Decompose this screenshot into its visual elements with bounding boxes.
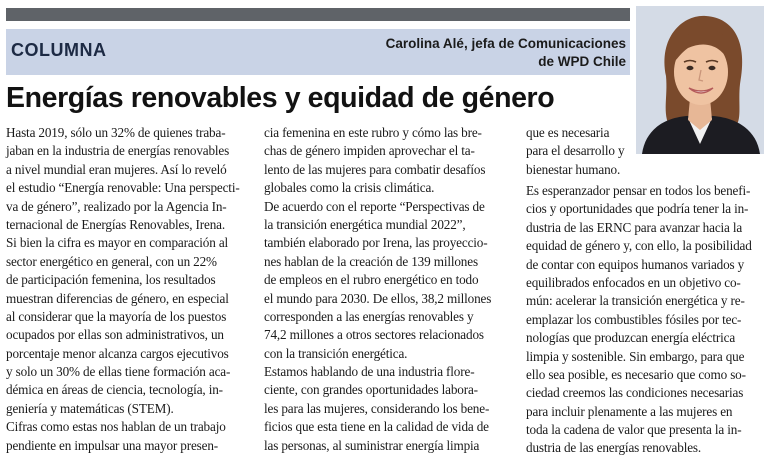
text-line: de participación femenina, los resultados: [6, 272, 216, 288]
text-line: cia femenina en este rubro y cómo las bre-: [264, 125, 482, 140]
text-line: con la transición energética.: [264, 345, 408, 361]
text-line: y solo un 30% de ellas tiene formación aca-: [6, 364, 231, 380]
text-line: a nivel mundial eran mujeres. Así lo reveló: [6, 161, 227, 177]
article-column-2: [264, 124, 514, 455]
text-line: de empleos en el rubro energético en todo: [264, 272, 479, 288]
text-line: la transición energética mundial 2022”,: [264, 216, 466, 232]
text-line: para incluir plenamente a las mujeres en: [526, 403, 733, 419]
text-line: corresponden a las energías renovables y: [264, 308, 474, 324]
author-byline: [266, 35, 626, 71]
text-line: Hasta 2019, sólo un 32% de quienes traba-: [6, 125, 226, 140]
text-line: jaban en la industria de energías renovables: [6, 143, 230, 159]
text-line: al considerar que la mayoría de los puestos: [6, 308, 227, 324]
top-rule: [6, 8, 630, 21]
text-line: ternacional de Energías Renovables, Irena.: [6, 216, 226, 232]
text-line: de contar con equipos humanos variados y: [526, 256, 745, 272]
text-line: emplazar los combustibles fósiles por tec-: [526, 311, 742, 327]
text-line: mún: acelerar la transición energética y re-: [526, 293, 745, 309]
text-line: que es necesaria: [526, 125, 610, 140]
text-line: sector energético en general, con un 22%: [6, 253, 217, 269]
article-column-1: [6, 124, 256, 455]
text-line: muestran diferencias de género, en especial: [6, 290, 229, 306]
text-line: globales como la crisis climática.: [264, 180, 435, 196]
text-line: démica en áreas de ciencia, tecnología, in-: [6, 382, 223, 398]
text-line: pendiente en impulsar una mayor presen-: [6, 437, 219, 453]
text-line: equilibrados enfocados en un objetivo co-: [526, 274, 741, 290]
text-line: toda la cadena de valor que presenta la in-: [526, 422, 742, 438]
text-line: porcentaje menor alcanza cargos ejecutivos: [6, 345, 229, 361]
article-column-3-top: [526, 124, 636, 179]
text-line: De acuerdo con el reporte “Perspectivas de: [264, 198, 485, 214]
text-line: dustria de las ERNC para avanzar hacia la: [526, 219, 743, 235]
text-line: el estudio “Energía renovable: Una perspecti-: [6, 180, 240, 196]
text-line: el mundo para 2030. De ellos, 38,2 millones: [264, 290, 492, 306]
section-label: COLUMNA: [11, 40, 107, 60]
text-line: también elaborado por Irena, las proyeccio-: [264, 235, 488, 251]
author-company-line: de WPD Chile: [538, 54, 626, 69]
text-line: lento de las mujeres para combatir desafíos: [264, 161, 486, 177]
article-column-3: [526, 182, 766, 458]
text-line: nes hablan de la creación de 139 millones: [264, 253, 478, 269]
text-line: dustria de las energías renovables.: [526, 440, 702, 456]
text-line: Si bien la cifra es mayor en comparación al: [6, 235, 229, 251]
text-line: bienestar humano.: [526, 161, 621, 177]
text-line: ello sea posible, es necesario que como so-: [526, 366, 746, 382]
text-line: ciedad creemos las condiciones necesarias: [526, 385, 744, 401]
text-line: Es esperanzador pensar en todos los benefi-: [526, 183, 751, 198]
text-line: 74,2 millones a otros sectores relacionados: [264, 327, 484, 343]
text-line: ciente, con grandes oportunidades labora-: [264, 382, 478, 398]
text-line: ocupados por ellas son administrativos, un: [6, 327, 224, 343]
text-line: va de género”, realizado por la Agencia In-: [6, 198, 227, 214]
text-line: limpia y sostenible. Sin embargo, para que: [526, 348, 745, 364]
text-line: para el desarrollo y: [526, 143, 625, 159]
article-headline: Energías renovables y equidad de género: [6, 82, 555, 114]
text-line: chas de género impiden aprovechar el ta-: [264, 143, 475, 159]
text-line: cios y oportunidades que podría tener la in-: [526, 201, 749, 217]
text-line: geniería y matemáticas (STEM).: [6, 400, 174, 416]
author-name-line: Carolina Alé, jefa de Comunicaciones: [385, 36, 626, 51]
text-line: Estamos hablando de una industria flore-: [264, 364, 475, 380]
text-line: ficios que esta tiene en la calidad de vida de: [264, 419, 489, 435]
text-line: les para las mujeres, considerando los bene-: [264, 400, 490, 416]
author-portrait-icon: [636, 6, 764, 154]
text-line: equidad de género y, con ello, la posibilidad: [526, 238, 752, 254]
author-photo: [636, 6, 764, 154]
text-line: nologías que produzcan energía eléctrica: [526, 330, 736, 346]
text-line: Cifras como estas nos hablan de un trabajo: [6, 419, 226, 435]
text-line: las personas, al suministrar energía limpia: [264, 437, 480, 453]
